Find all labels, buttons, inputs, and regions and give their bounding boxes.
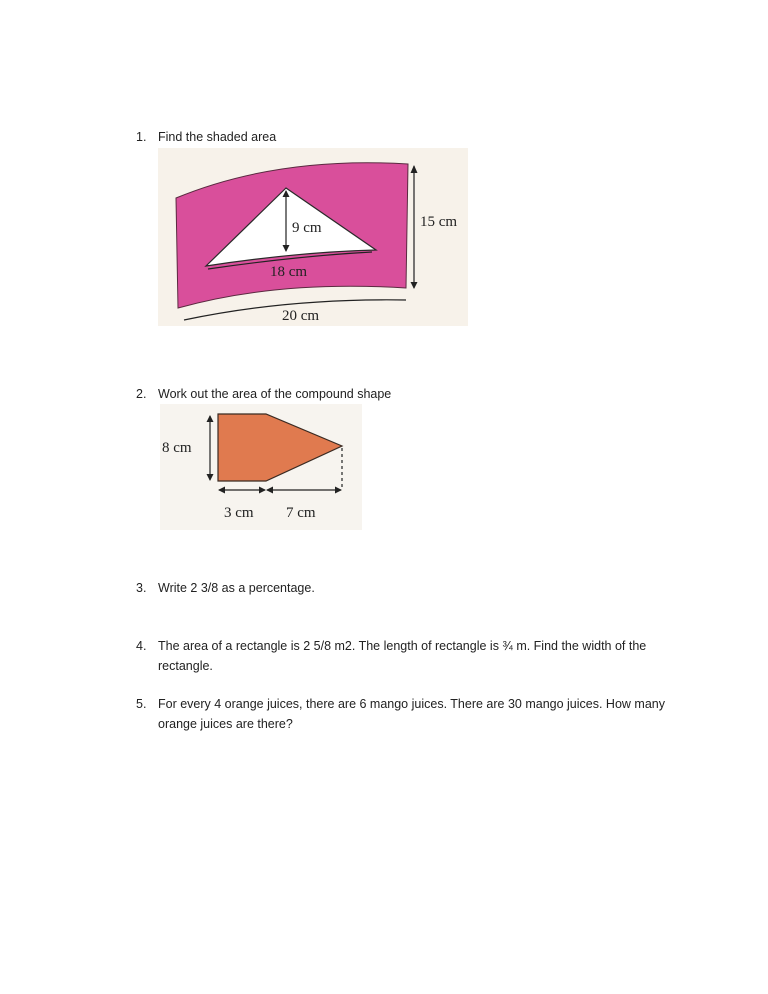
question-number: 4. xyxy=(136,639,147,653)
figure-2-svg xyxy=(160,404,362,530)
label-right: 7 cm xyxy=(286,505,316,521)
question-text: The area of a rectangle is 2 5/8 m2. The length of rectangle is ¾ m. Find the width of the rectangle. xyxy=(158,639,647,673)
label-side: 15 cm xyxy=(420,214,458,230)
figure-1-svg xyxy=(158,148,468,326)
question-text: Write 2 3/8 as a percentage. xyxy=(158,581,315,595)
question-text: Work out the area of the compound shape xyxy=(158,387,392,401)
question-number: 2. xyxy=(136,387,147,401)
question-number: 5. xyxy=(136,697,147,711)
question-text: Find the shaded area xyxy=(158,130,277,144)
question-number: 3. xyxy=(136,581,147,595)
figure-2-compound-shape xyxy=(160,404,362,530)
question-number: 1. xyxy=(136,130,147,144)
question-text: For every 4 orange juices, there are 6 mango juices. There are 30 mango juices. How many orange juices are there? xyxy=(158,697,665,731)
label-width: 20 cm xyxy=(282,308,320,324)
label-base: 18 cm xyxy=(270,264,308,280)
label-height: 8 cm xyxy=(162,440,192,456)
label-left: 3 cm xyxy=(224,505,254,521)
figure-1-shaded-area xyxy=(158,148,468,326)
label-height: 9 cm xyxy=(292,220,322,236)
